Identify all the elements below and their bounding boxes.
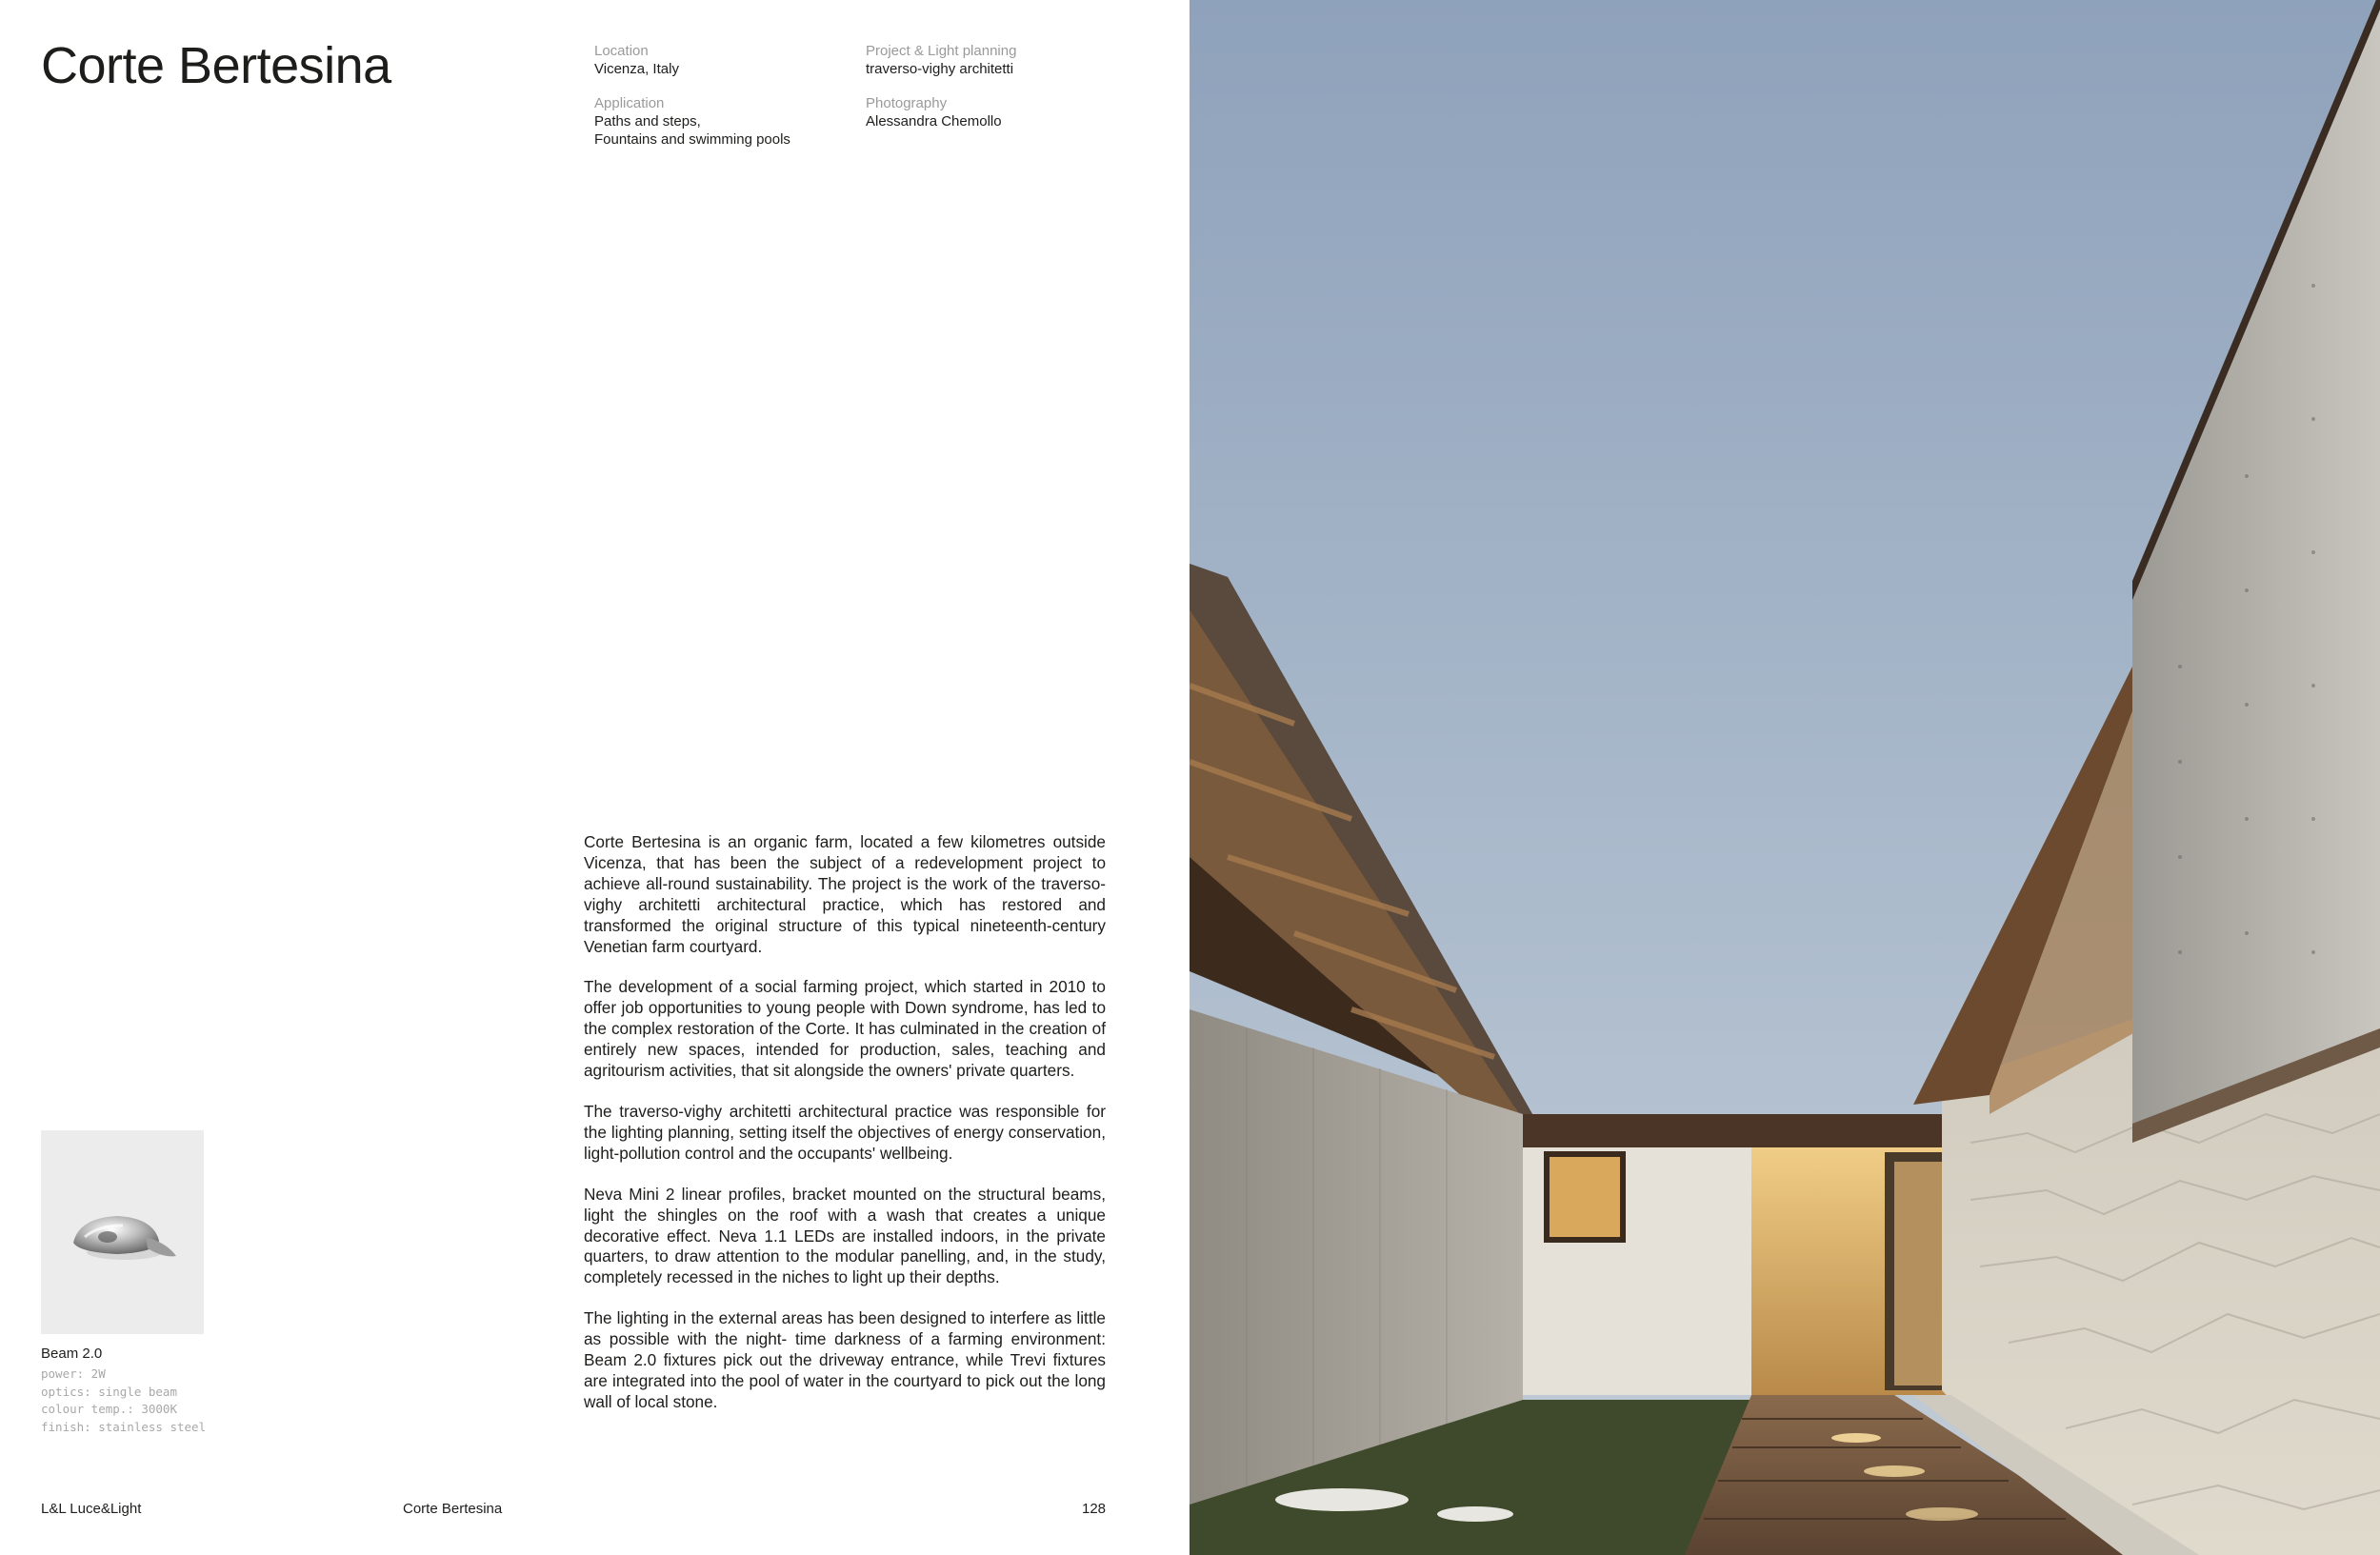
meta-planning-label: Project & Light planning bbox=[866, 43, 1017, 59]
meta-planning-value: traverso-vighy architetti bbox=[866, 61, 1014, 77]
meta-location-value: Vicenza, Italy bbox=[594, 61, 679, 77]
meta-location bbox=[594, 42, 842, 78]
project-photo bbox=[1190, 0, 2380, 1555]
footer-page-number: 128 bbox=[1082, 1501, 1107, 1517]
meta-application-value: Paths and steps, Fountains and swimming pools bbox=[594, 113, 790, 148]
meta-planning bbox=[866, 42, 1113, 78]
meta-application-label: Application bbox=[594, 95, 665, 111]
paragraph: The traverso-vighy architetti architectural practice was responsible for the lighting planning, setting itself the objectives of energy conservation, light-pollution control and the occupants' wellbeing. bbox=[584, 1101, 1106, 1163]
spec-line: colour temp.: 3000K bbox=[41, 1402, 177, 1417]
footer-publication: L&L Luce&Light bbox=[41, 1501, 142, 1517]
product-specs bbox=[41, 1366, 206, 1436]
paragraph: Corte Bertesina is an organic farm, located a few kilometres outside Vicenza, that has been the subject of a redevelopment project to achieve all-round sustainability. The project is the work of the traverso-vighy architetti architectural practice, which has restored and transformed the original structure of this typical nineteenth-century Venetian farm courtyard. bbox=[584, 832, 1106, 956]
courtyard-photo bbox=[1190, 0, 2380, 1555]
article-body bbox=[584, 832, 1106, 1433]
meta-photography-value: Alessandra Chemollo bbox=[866, 113, 1002, 130]
spec-line: power: 2W bbox=[41, 1366, 106, 1381]
product-image bbox=[41, 1130, 204, 1334]
spec-line: finish: stainless steel bbox=[41, 1419, 207, 1434]
meta-photography-label: Photography bbox=[866, 95, 948, 111]
meta-photography bbox=[866, 94, 1113, 130]
spec-line: optics: single beam bbox=[41, 1384, 177, 1399]
page-title: Corte Bertesina bbox=[41, 37, 391, 94]
meta-application bbox=[594, 94, 842, 149]
paragraph: Neva Mini 2 linear profiles, bracket mounted on the structural beams, light the shingles on the roof with a wash that creates a unique decorative effect. Neva 1.1 LEDs are installed indoors, in the private quarters, to draw attention to the modular panelling, and, in the study, completely recessed in the niches to light up their depths. bbox=[584, 1184, 1106, 1287]
paragraph: The lighting in the external areas has been designed to interfere as little as possible with the night- time darkness of a farming environment: Beam 2.0 fixtures pick out the driveway entrance, while Trevi fixtures are integrated into the pool of water in the courtyard to pick out the long wall of local stone. bbox=[584, 1308, 1106, 1411]
beam-fixture-icon bbox=[41, 1130, 204, 1334]
meta-location-label: Location bbox=[594, 43, 649, 59]
paragraph: The development of a social farming project, which started in 2010 to offer job opportunities to young people with Down syndrome, has led to the complex restoration of the Corte. It has culminated in the creation of entirely new spaces, intended for production, sales, teaching and agritourism activities, that sit alongside the owners' private quarters. bbox=[584, 977, 1106, 1081]
product-name: Beam 2.0 bbox=[41, 1346, 103, 1362]
footer-section: Corte Bertesina bbox=[403, 1501, 503, 1517]
